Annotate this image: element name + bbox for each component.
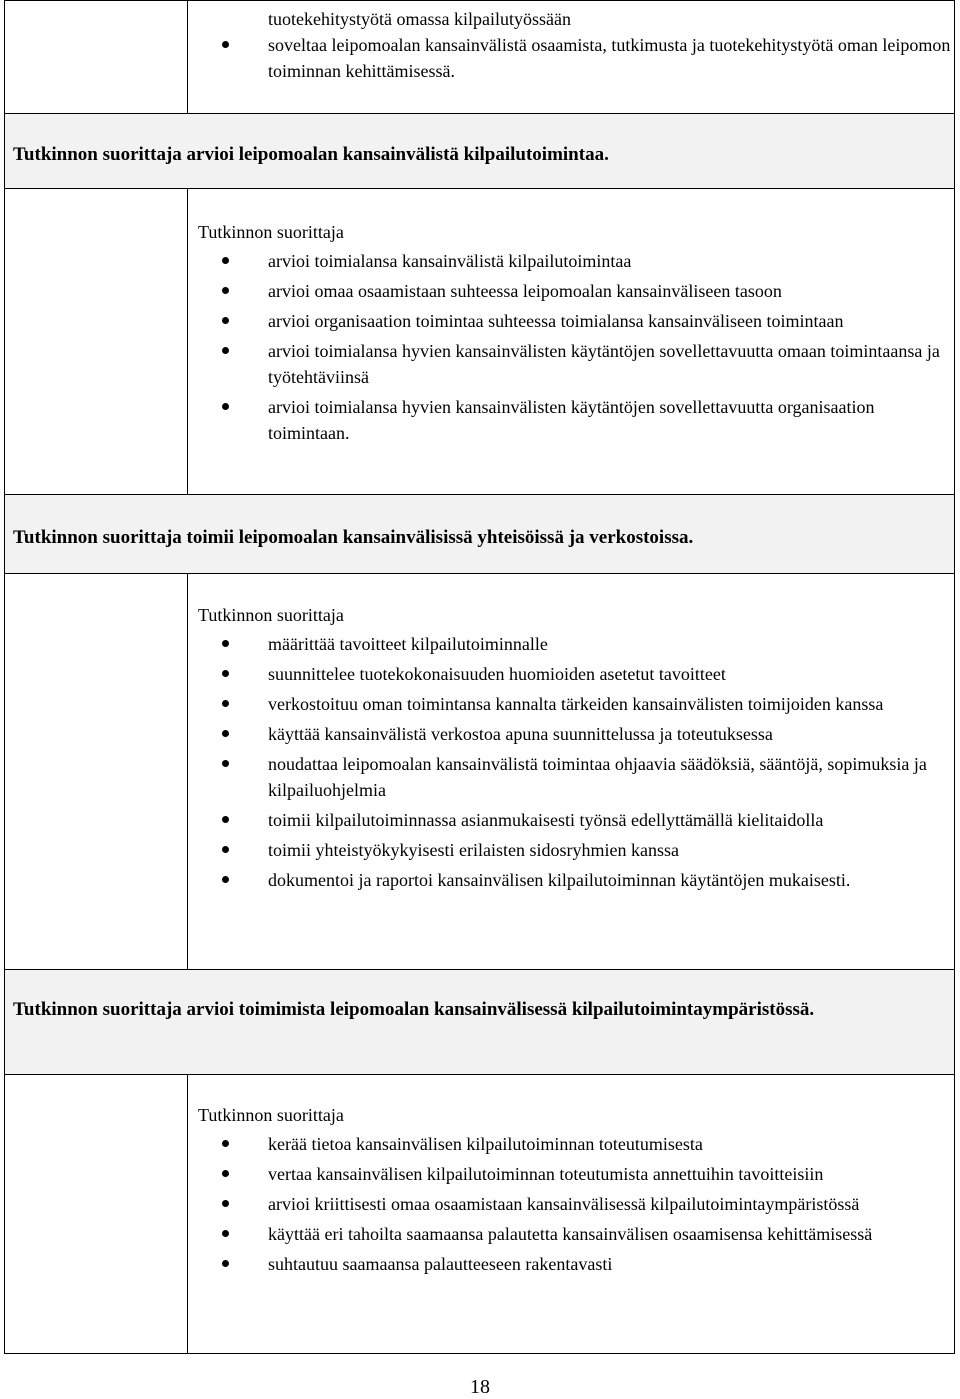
bullet-icon xyxy=(222,1200,229,1207)
bullet-icon xyxy=(222,700,229,707)
list-item-text: arvioi toimialansa kansainvälistä kilpailutoimintaa xyxy=(268,251,632,271)
list-item xyxy=(188,1221,954,1247)
section-body xyxy=(188,1075,955,1354)
list-item-text: arvioi kriittisesti omaa osaamistaan kansainvälisessä kilpailutoimintaympäristössä xyxy=(268,1194,860,1214)
section-left-cell xyxy=(5,189,188,495)
list-item-text: noudattaa leipomoalan kansainvälistä toimintaa ohjaavia säädöksiä, sääntöjä, sopimuksia ja kilpailuohjelmia xyxy=(268,754,927,800)
bullet-icon xyxy=(222,287,229,294)
list-item-text: suhtautuu saamaansa palautteeseen rakentavasti xyxy=(268,1254,613,1274)
section-body xyxy=(188,574,955,970)
section-body-row xyxy=(5,574,955,970)
section-heading-row xyxy=(5,970,955,1075)
section-intro: Tutkinnon suorittaja xyxy=(198,222,344,242)
bullet-icon xyxy=(222,760,229,767)
list-item-text: arvioi organisaation toimintaa suhteessa toimialansa kansainväliseen toimintaan xyxy=(268,311,844,331)
list-item xyxy=(188,751,954,803)
list-item-text: käyttää kansainvälistä verkostoa apuna suunnittelussa ja toteutuksessa xyxy=(268,724,773,744)
section-left-cell xyxy=(5,1075,188,1354)
section-intro: Tutkinnon suorittaja xyxy=(198,605,344,625)
bullet-icon xyxy=(222,846,229,853)
list-item-text: dokumentoi ja raportoi kansainvälisen kilpailutoiminnan käytäntöjen mukaisesti. xyxy=(268,870,851,890)
bullet-icon xyxy=(222,1230,229,1237)
section-heading-row xyxy=(5,495,955,574)
list-item-text: soveltaa leipomoalan kansainvälistä osaamista, tutkimusta ja tuotekehitystyötä oman leipomon toiminnan kehittämisessä. xyxy=(268,35,951,81)
criteria-list xyxy=(188,631,954,893)
list-item xyxy=(188,721,954,747)
list-item xyxy=(188,867,954,893)
section-heading-row xyxy=(5,114,955,189)
list-item-text: suunnittelee tuotekokonaisuuden huomioiden asetetut tavoitteet xyxy=(268,664,726,684)
list-item xyxy=(188,1161,954,1187)
bullet-icon xyxy=(222,41,229,48)
list-item xyxy=(188,338,954,390)
bullet-icon xyxy=(222,1140,229,1147)
top-right-cell xyxy=(188,1,955,114)
list-item xyxy=(188,32,954,84)
list-item-text: arvioi omaa osaamistaan suhteessa leipomoalan kansainväliseen tasoon xyxy=(268,281,782,301)
bullet-icon xyxy=(222,347,229,354)
list-item xyxy=(188,691,954,717)
section-heading: Tutkinnon suorittaja toimii leipomoalan kansainvälisissä yhteisöissä ja verkostoissa. xyxy=(5,495,955,574)
criteria-list xyxy=(188,1131,954,1277)
list-item-text: toimii kilpailutoiminnassa asianmukaisesti työnsä edellyttämällä kielitaidolla xyxy=(268,810,824,830)
bullet-icon xyxy=(222,403,229,410)
list-item xyxy=(188,1191,954,1217)
bullet-icon xyxy=(222,816,229,823)
list-item-text: verkostoituu oman toimintansa kannalta tärkeiden kansainvälisten toimijoiden kanssa xyxy=(268,694,884,714)
top-list xyxy=(188,32,954,84)
section-heading: Tutkinnon suorittaja arvioi toimimista leipomoalan kansainvälisessä kilpailutoimintaympäristössä. xyxy=(5,970,955,1075)
list-item xyxy=(188,278,954,304)
criteria-list xyxy=(188,248,954,446)
bullet-icon xyxy=(222,876,229,883)
list-item xyxy=(188,394,954,446)
section-body-row xyxy=(5,1075,955,1354)
section-body xyxy=(188,189,955,495)
continued-text: tuotekehitystyötä omassa kilpailutyössään xyxy=(268,9,571,29)
list-item-text: kerää tietoa kansainvälisen kilpailutoiminnan toteutumisesta xyxy=(268,1134,703,1154)
list-item xyxy=(188,1251,954,1277)
criteria-table xyxy=(4,0,955,1354)
bullet-icon xyxy=(222,257,229,264)
list-item xyxy=(188,1131,954,1157)
page-number: 18 xyxy=(470,1376,490,1398)
list-item-text: määrittää tavoitteet kilpailutoiminnalle xyxy=(268,634,548,654)
section-left-cell xyxy=(5,574,188,970)
section-body-row xyxy=(5,189,955,495)
list-item xyxy=(188,248,954,274)
list-item-text: toimii yhteistyökykyisesti erilaisten sidosryhmien kanssa xyxy=(268,840,679,860)
section-intro: Tutkinnon suorittaja xyxy=(198,1105,344,1125)
bullet-icon xyxy=(222,1170,229,1177)
bullet-icon xyxy=(222,1260,229,1267)
section-heading: Tutkinnon suorittaja arvioi leipomoalan kansainvälistä kilpailutoimintaa. xyxy=(5,114,955,189)
bullet-icon xyxy=(222,640,229,647)
list-item xyxy=(188,631,954,657)
list-item-text: arvioi toimialansa hyvien kansainvälisten käytäntöjen sovellettavuutta organisaation toimintaan. xyxy=(268,397,875,443)
top-left-cell xyxy=(5,1,188,114)
bullet-icon xyxy=(222,670,229,677)
list-item xyxy=(188,661,954,687)
list-item-text: käyttää eri tahoilta saamaansa palautetta kansainvälisen osaamisensa kehittämisessä xyxy=(268,1224,873,1244)
bullet-icon xyxy=(222,730,229,737)
bullet-icon xyxy=(222,317,229,324)
list-item xyxy=(188,308,954,334)
list-item-text: vertaa kansainvälisen kilpailutoiminnan toteutumista annettuihin tavoitteisiin xyxy=(268,1164,824,1184)
list-item-text: arvioi toimialansa hyvien kansainvälisten käytäntöjen sovellettavuutta omaan toimintaansa ja työtehtäviinsä xyxy=(268,341,940,387)
list-item xyxy=(188,807,954,833)
list-item xyxy=(188,837,954,863)
top-row xyxy=(5,1,955,114)
